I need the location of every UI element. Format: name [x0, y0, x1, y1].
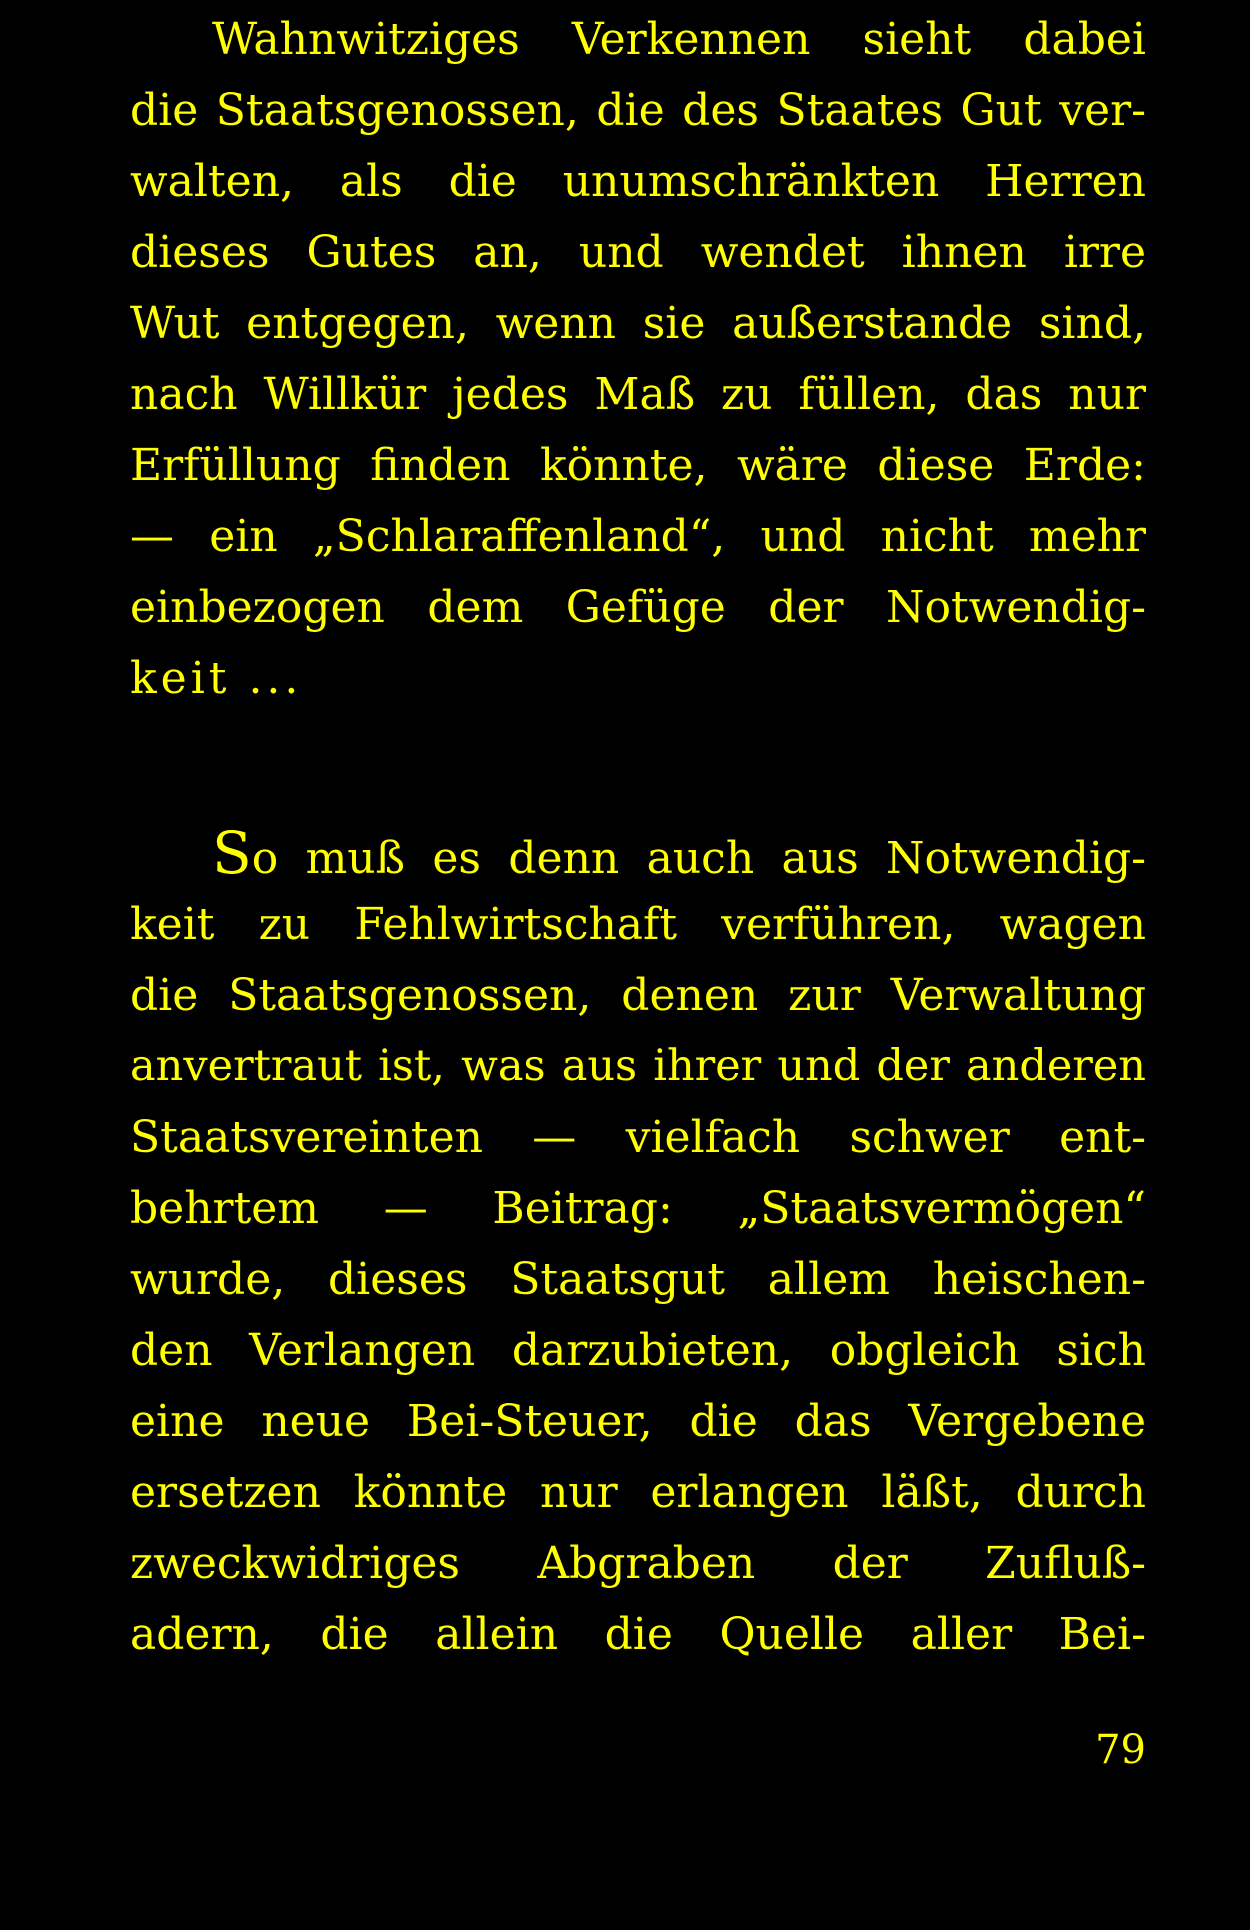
text-line: Erfüllung finden könnte, wäre diese Erde:	[130, 440, 1146, 491]
text-line-first	[130, 818, 1146, 889]
text-line: wurde, dieses Staatsgut allem heischen-	[130, 1254, 1146, 1305]
text-line: Wut entgegen, wenn sie außerstande sind,	[130, 298, 1146, 349]
text-line: keit ...	[130, 653, 303, 704]
text-line: Staatsvereinten — vielfach schwer ent-	[130, 1112, 1146, 1163]
text-line: Wahnwitziges Verkennen sieht dabei	[212, 14, 1146, 65]
text-line: keit zu Fehlwirtschaft verführen, wagen	[130, 899, 1146, 950]
text-line: zweckwidriges Abgraben der Zufluß-	[130, 1538, 1146, 1589]
text-line: adern, die allein die Quelle aller Bei-	[130, 1609, 1146, 1660]
text-line: den Verlangen darzubieten, obgleich sich	[130, 1325, 1146, 1376]
text-line: — ein „Schlaraffenland“, und nicht mehr	[130, 511, 1146, 562]
text-line: nach Willkür jedes Maß zu füllen, das nur	[130, 369, 1146, 420]
text-line: ersetzen könnte nur erlangen läßt, durch	[130, 1467, 1146, 1518]
text-line: dieses Gutes an, und wendet ihnen irre	[130, 227, 1146, 278]
text-line: behrtem — Beitrag: „Staatsvermögen“	[130, 1183, 1146, 1234]
text-line: walten, als die unumschränkten Herren	[130, 156, 1146, 207]
text-line: anvertraut ist, was aus ihrer und der anderen	[130, 1041, 1146, 1091]
text-line: die Staatsgenossen, die des Staates Gut ver-	[130, 85, 1146, 136]
page-number: 79	[1095, 1727, 1146, 1773]
drop-cap: S	[212, 819, 252, 887]
text-line-rest: o muß es denn auch aus Notwendig-	[251, 833, 1146, 884]
paragraph-2	[130, 818, 1146, 1670]
text-line: die Staatsgenossen, denen zur Verwaltung	[130, 970, 1146, 1021]
text-line: eine neue Bei-Steuer, die das Vergebene	[130, 1396, 1146, 1447]
paragraph-1	[130, 4, 1146, 714]
text-line: einbezogen dem Gefüge der Notwendig-	[130, 582, 1146, 633]
